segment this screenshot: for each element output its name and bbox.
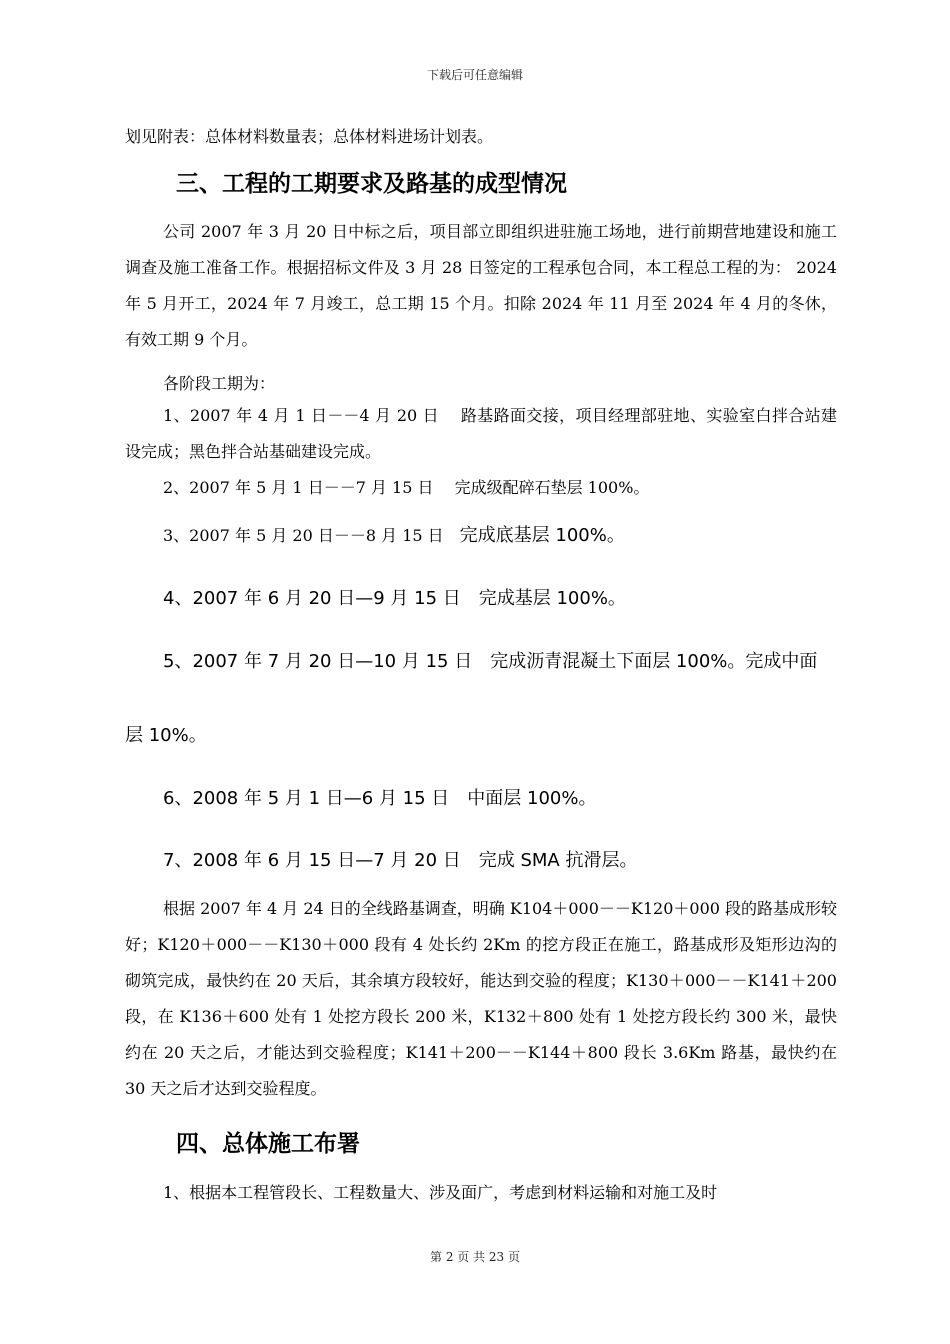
schedule-paragraph: 公司 2007 年 3 月 20 日中标之后，项目部立即组织进驻施工场地，进行前期营地建设和施工调查及施工准备工作。根据招标文件及 3 月 28 日签定的工程承包合同，本工程总工程的为： 2024 年 5 月开工，2024 年 7 月竣工，总工期 15 个月。扣除 2024 年 11 月至 2024 年 4 月的冬休，有效工期 9 个月。 — [125, 222, 837, 349]
deployment-paragraph: 1、根据本工程管段长、工程数量大、涉及面广，考虑到材料运输和对施工及时 — [163, 1183, 718, 1202]
section-heading-3: 三、工程的工期要求及路基的成型情况 — [176, 170, 567, 197]
phase-3-task: 完成底基层 100%。 — [459, 525, 625, 546]
phase-6: 6、2008 年 5 月 1 日—6 月 15 日 中面层 100%。 — [163, 788, 597, 809]
phase-3 — [163, 518, 625, 554]
survey-paragraph: 根据 2007 年 4 月 24 日的全线路基调查，明确 K104＋000－－K120＋000 段的路基成形较好；K120＋000－－K130＋000 段有 4 处长约 2Km 的挖方段正在施工，路基成形及矩形边沟的砌筑完成，最快约在 20 天后，其余填方段较好，能达到交验的程度；K130＋000－－K141＋200 段，在 K136＋600 处有 1 处挖方段长 200 米，K132＋800 处有 1 处挖方段长约 300 米，最快约在 20 天之后，才能达到交验程度；K141＋200－－K144＋800 段长 3.6Km 路基，最快约在 30 天之后才达到交验程度。 — [125, 899, 838, 1098]
page-header: 下载后可任意编辑 — [426, 68, 523, 82]
phase-5-continued: 层 10%。 — [125, 725, 207, 746]
phase-7: 7、2008 年 6 月 15 日—7 月 20 日 完成 SMA 抗滑层。 — [163, 850, 638, 871]
phases-title: 各阶段工期为： — [163, 374, 276, 393]
phase-1: 1、2007 年 4 月 1 日－－4 月 20 日 路基路面交接，项目经理部驻地、实验室白拌合站建设完成；黑色拌合站基础建设完成。 — [125, 406, 837, 461]
phase-4: 4、2007 年 6 月 20 日—9 月 15 日 完成基层 100%。 — [163, 588, 626, 609]
intro-paragraph: 划见附表：总体材料数量表；总体材料进场计划表。 — [125, 127, 494, 146]
phase-5: 5、2007 年 7 月 20 日—10 月 15 日 完成沥青混凝土下面层 100%。完成中面 — [163, 651, 818, 672]
section-heading-4: 四、总体施工布署 — [176, 1130, 360, 1157]
page-footer: 第 2 页 共 23 页 — [430, 1250, 520, 1264]
phase-2: 2、2007 年 5 月 1 日－－7 月 15 日 完成级配碎石垫层 100%。 — [163, 478, 650, 497]
phase-3-dates: 3、2007 年 5 月 20 日－－8 月 15 日 — [163, 526, 460, 545]
